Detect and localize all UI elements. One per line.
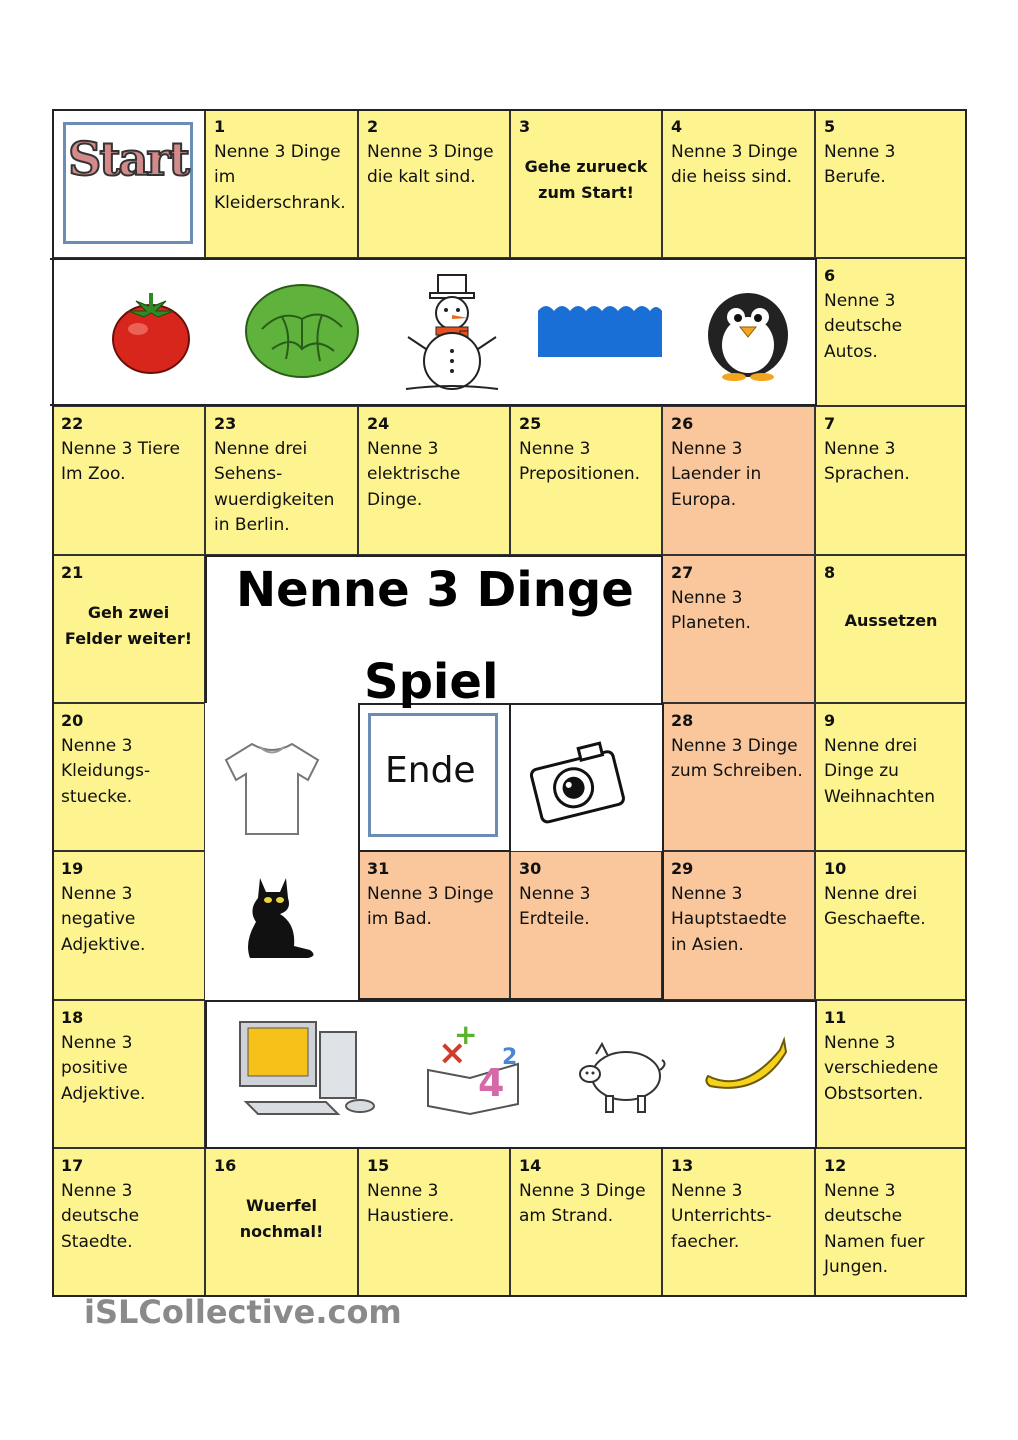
tshirt-icon <box>222 738 322 838</box>
square-text: Nenne drei Geschaefte. <box>824 883 926 929</box>
square-number: 28 <box>671 711 694 730</box>
square-text: Nenne 3 Dinge die kalt sind. <box>367 141 494 187</box>
square-text: Nenne drei Sehens- wuerdigkeiten in Berlin. <box>214 438 335 535</box>
square-number: 26 <box>671 414 694 433</box>
square-7[interactable] <box>815 406 967 555</box>
square-text: Nenne 3 Berufe. <box>824 141 896 187</box>
cat-icon <box>236 872 320 962</box>
top-picture-strip <box>52 259 813 403</box>
square-number: 12 <box>824 1156 847 1175</box>
computer-icon <box>236 1018 388 1118</box>
square-number: 20 <box>61 711 84 730</box>
square-text: Nenne 3 deutsche Staedte. <box>61 1180 140 1252</box>
square-number: 9 <box>824 711 836 730</box>
banana-icon <box>704 1036 788 1096</box>
square-special-text: Aussetzen <box>844 610 938 630</box>
square-text: Nenne 3 Dinge im Kleiderschrank. <box>214 141 346 213</box>
square-text: Nenne 3 negative Adjektive. <box>61 883 146 955</box>
square-11[interactable] <box>815 1000 967 1148</box>
tomato-icon <box>106 287 196 377</box>
square-special-text: Geh zwei Felder weiter! <box>64 602 193 648</box>
square-31[interactable] <box>358 851 510 1000</box>
square-21[interactable] <box>52 555 205 703</box>
svg-text:2: 2 <box>502 1045 518 1070</box>
square-text: Nenne 3 Prepositionen. <box>519 438 641 484</box>
square-text: Nenne drei Dinge zu Weihnachten <box>824 735 935 807</box>
start-box <box>63 122 193 244</box>
square-20[interactable] <box>52 703 205 851</box>
square-12[interactable] <box>815 1148 967 1297</box>
square-16[interactable] <box>205 1148 358 1297</box>
square-number: 18 <box>61 1008 84 1027</box>
square-number: 14 <box>519 1156 542 1175</box>
camera-icon <box>526 736 626 826</box>
square-number: 13 <box>671 1156 694 1175</box>
square-27[interactable] <box>662 555 815 703</box>
square-number: 7 <box>824 414 836 433</box>
square-text: Nenne 3 Kleidungs- stuecke. <box>61 735 151 807</box>
square-18[interactable] <box>52 1000 205 1148</box>
square-2[interactable] <box>358 109 510 258</box>
square-26[interactable] <box>662 406 815 555</box>
square-special-text: Wuerfel nochmal! <box>239 1195 324 1241</box>
square-number: 4 <box>671 117 683 136</box>
snowman-icon <box>402 273 502 393</box>
square-number: 15 <box>367 1156 390 1175</box>
square-number: 22 <box>61 414 84 433</box>
game-title-line2: Spiel <box>364 654 499 710</box>
square-8[interactable] <box>815 555 967 703</box>
square-text: Nenne 3 verschiedene Obstsorten. <box>824 1032 939 1104</box>
square-text: Nenne 3 Tiere Im Zoo. <box>61 438 180 484</box>
square-14[interactable] <box>510 1148 662 1297</box>
svg-text:4: 4 <box>478 1061 505 1105</box>
square-text: Nenne 3 Unterrichts- faecher. <box>671 1180 772 1252</box>
footer-watermark: iSLCollective.com <box>84 1293 402 1331</box>
square-9[interactable] <box>815 703 967 851</box>
lettuce-icon <box>242 279 362 379</box>
square-28[interactable] <box>662 703 815 851</box>
game-title-line1: Nenne 3 Dinge <box>236 562 634 618</box>
pig-icon <box>576 1040 668 1116</box>
square-text: Nenne 3 Haustiere. <box>367 1180 455 1226</box>
square-3[interactable] <box>510 109 662 258</box>
square-25[interactable] <box>510 406 662 555</box>
square-1[interactable] <box>205 109 358 258</box>
square-number: 27 <box>671 563 694 582</box>
square-number: 17 <box>61 1156 84 1175</box>
start-label: Start <box>68 132 188 186</box>
square-text: Nenne 3 Sprachen. <box>824 438 910 484</box>
square-text: Nenne 3 Dinge zum Schreiben. <box>671 735 803 781</box>
square-number: 23 <box>214 414 237 433</box>
square-10[interactable] <box>815 851 967 1000</box>
square-special-text: Gehe zurueck zum Start! <box>524 156 648 202</box>
svg-text:+: + <box>454 1018 478 1051</box>
square-number: 1 <box>214 117 226 136</box>
square-text: Nenne 3 elektrische Dinge. <box>367 438 461 510</box>
math-book-icon <box>418 1018 528 1118</box>
square-number: 10 <box>824 859 847 878</box>
square-22[interactable] <box>52 406 205 555</box>
square-text: Nenne 3 Dinge am Strand. <box>519 1180 646 1226</box>
square-17[interactable] <box>52 1148 205 1297</box>
square-text: Nenne 3 Hauptstaedte in Asien. <box>671 883 787 955</box>
square-number: 8 <box>824 563 836 582</box>
square-4[interactable] <box>662 109 815 258</box>
square-number: 24 <box>367 414 390 433</box>
square-number: 31 <box>367 859 390 878</box>
svg-text:×: × <box>438 1033 467 1073</box>
water-icon <box>538 301 662 357</box>
start-square[interactable] <box>52 109 205 258</box>
square-number: 30 <box>519 859 542 878</box>
square-30[interactable] <box>510 851 662 1000</box>
square-text: Nenne 3 Erdteile. <box>519 883 591 929</box>
square-number: 6 <box>824 266 836 285</box>
square-24[interactable] <box>358 406 510 555</box>
square-number: 21 <box>61 563 84 582</box>
square-number: 16 <box>214 1156 237 1175</box>
square-text: Nenne 3 deutsche Autos. <box>824 290 903 362</box>
square-text: Nenne 3 Dinge im Bad. <box>367 883 494 929</box>
square-number: 29 <box>671 859 694 878</box>
end-square[interactable] <box>368 713 498 837</box>
square-number: 11 <box>824 1008 847 1027</box>
end-label: Ende <box>385 750 476 791</box>
square-5[interactable] <box>815 109 967 258</box>
square-number: 19 <box>61 859 84 878</box>
square-text: Nenne 3 positive Adjektive. <box>61 1032 146 1104</box>
square-text: Nenne 3 Laender in Europa. <box>671 438 762 510</box>
penguin-icon <box>702 285 794 381</box>
square-15[interactable] <box>358 1148 510 1297</box>
square-29[interactable] <box>662 851 815 1000</box>
square-number: 5 <box>824 117 836 136</box>
square-number: 2 <box>367 117 379 136</box>
square-text: Nenne 3 Dinge die heiss sind. <box>671 141 798 187</box>
square-number: 25 <box>519 414 542 433</box>
square-number: 3 <box>519 117 531 136</box>
square-text: Nenne 3 Planeten. <box>671 587 751 633</box>
square-text: Nenne 3 deutsche Namen fuer Jungen. <box>824 1180 925 1277</box>
square-23[interactable] <box>205 406 358 555</box>
square-6[interactable] <box>815 258 967 406</box>
square-13[interactable] <box>662 1148 815 1297</box>
square-19[interactable] <box>52 851 205 1000</box>
